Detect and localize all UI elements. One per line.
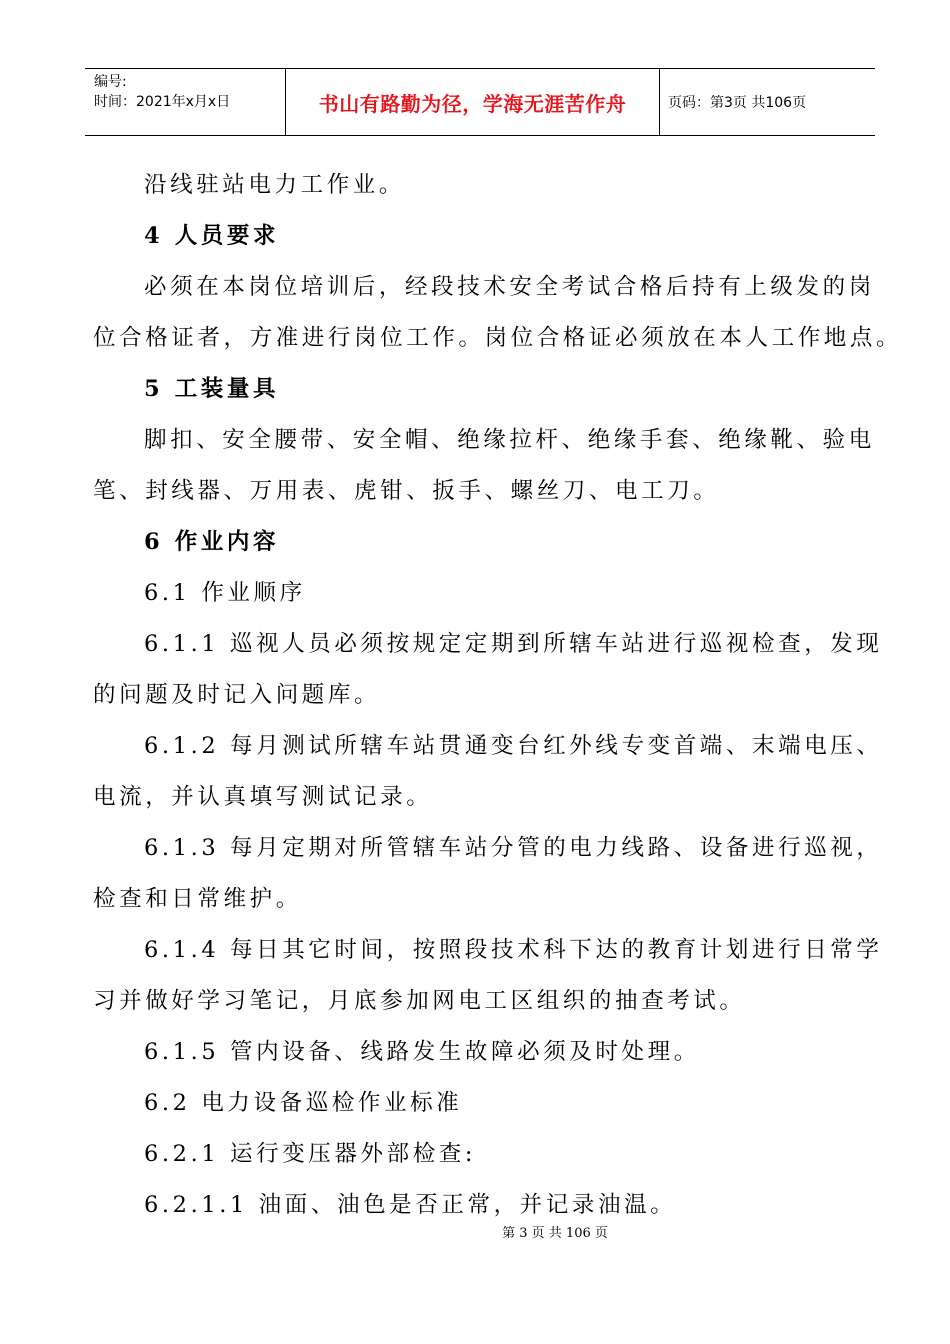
paragraph-line: 电流，并认真填写测试记录。: [93, 784, 433, 810]
paragraph-line: 6.1.3 每月定期对所管辖车站分管的电力线路、设备进行巡视，: [144, 835, 883, 861]
document-time-label: 时间：2021年x月x日: [94, 94, 231, 110]
paragraph-line: 笔、封线器、万用表、虎钳、扳手、螺丝刀、电工刀。: [93, 478, 720, 504]
section-heading-6: 6 作业内容: [144, 529, 280, 555]
paragraph-line: 习并做好学习笔记，月底参加网电工区组织的抽查考试。: [93, 988, 746, 1014]
header-page-code: 页码：第3页 共106页: [668, 95, 807, 111]
paragraph-line: 6.1.2 每月测试所辖车站贯通变台红外线专变首端、末端电压、: [144, 733, 883, 759]
page-footer: 第 3 页 共 106 页: [502, 1226, 608, 1241]
header-meta: [85, 69, 286, 135]
paragraph-line: 的问题及时记入问题库。: [93, 682, 381, 708]
paragraph-line: 位合格证者，方准进行岗位工作。岗位合格证必须放在本人工作地点。: [93, 325, 903, 351]
section-heading-5: 5 工装量具: [144, 376, 280, 402]
page-header: [85, 68, 875, 136]
paragraph-line: 6.1.5 管内设备、线路发生故障必须及时处理。: [144, 1039, 700, 1065]
paragraph-line: 检查和日常维护。: [93, 886, 302, 912]
section-heading-4: 4 人员要求: [144, 223, 280, 249]
document-body: [93, 160, 903, 1231]
header-motto: 书山有路勤为径，学海无涯苦作舟: [286, 69, 660, 135]
paragraph-line: 6.2.1 运行变压器外部检查:: [144, 1141, 477, 1167]
paragraph-line: 6.2.1.1 油面、油色是否正常，并记录油温。: [144, 1192, 677, 1218]
paragraph-line: 6.1.4 每日其它时间，按照段技术科下达的教育计划进行日常学: [144, 937, 883, 963]
paragraph-line: 必须在本岗位培训后，经段技术安全考试合格后持有上级发的岗: [144, 274, 875, 300]
paragraph-line: 脚扣、安全腰带、安全帽、绝缘拉杆、绝缘手套、绝缘靴、验电: [144, 427, 875, 453]
paragraph-line: 沿线驻站电力工作业。: [144, 172, 406, 198]
subsection-heading: 6.1 作业顺序: [144, 580, 306, 606]
paragraph-line: 6.1.1 巡视人员必须按规定定期到所辖车站进行巡视检查，发现: [144, 631, 883, 657]
document-number-label: 编号:: [94, 74, 127, 90]
subsection-heading: 6.2 电力设备巡检作业标准: [144, 1090, 463, 1116]
